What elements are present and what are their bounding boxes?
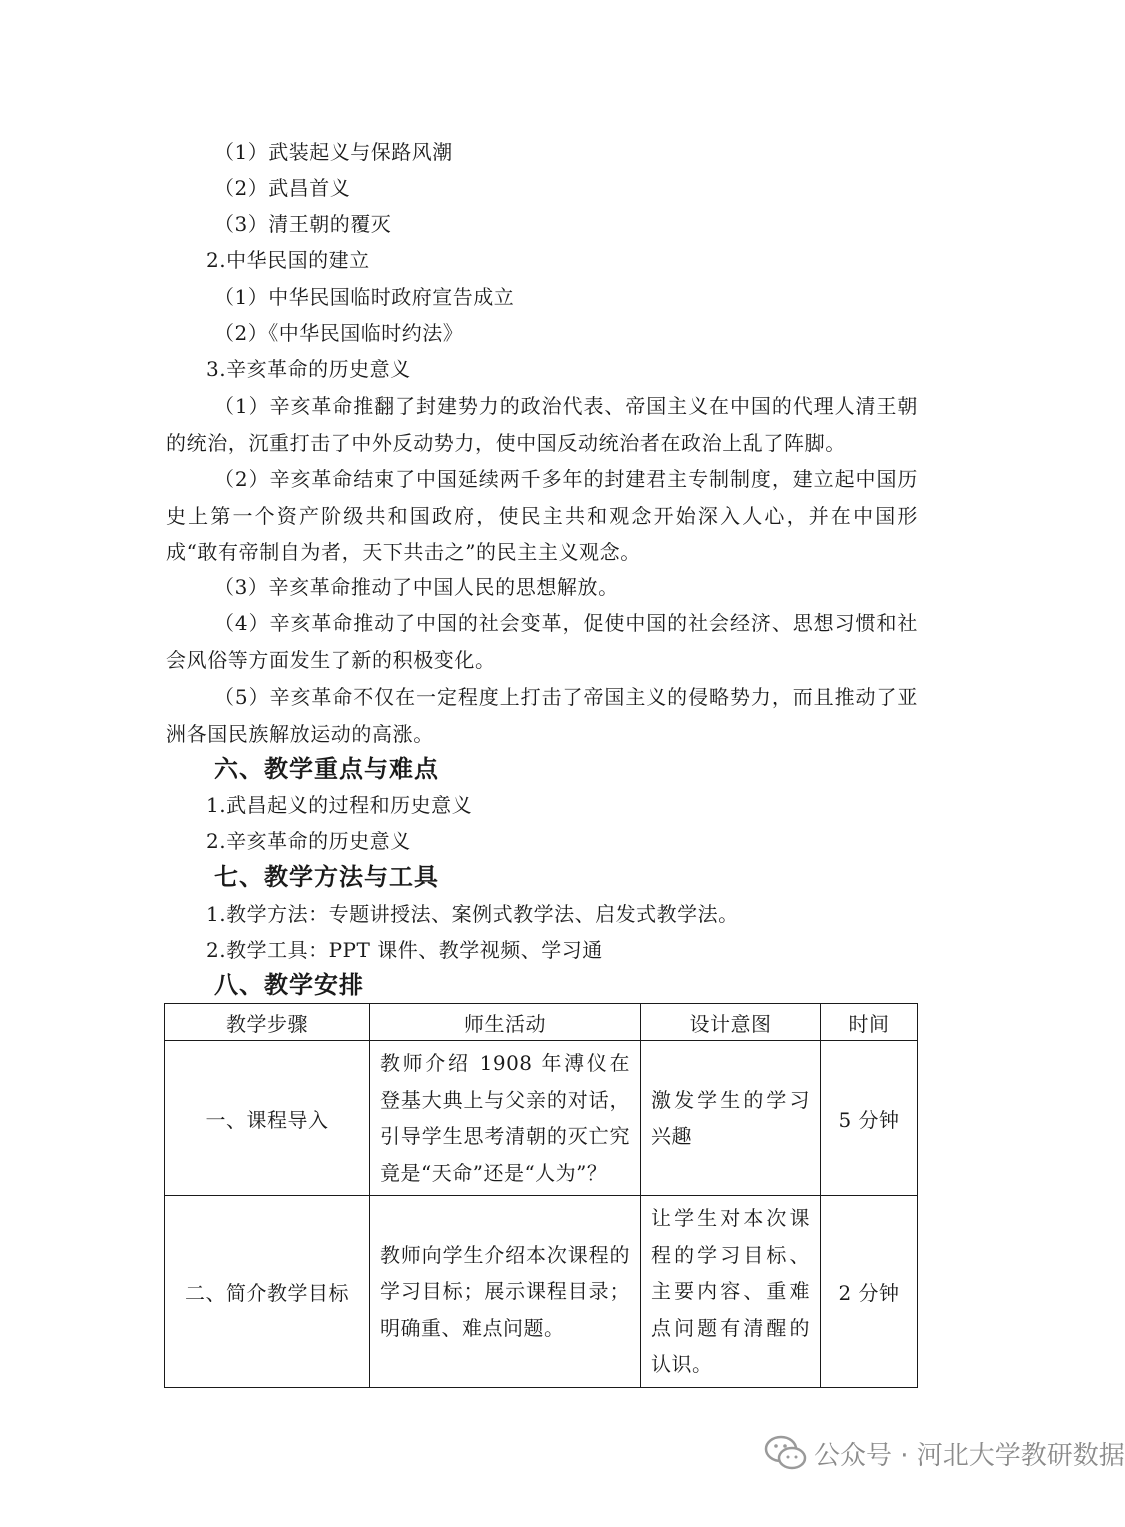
intent-cell	[641, 1041, 821, 1196]
table-header-cell: 教学步骤	[165, 1004, 370, 1041]
table-header-cell: 时间	[821, 1004, 918, 1041]
significance-paragraph: （2）辛亥革命结束了中国延续两千多年的封建君主专制制度，建立起中国历史上第一个资产阶级共和国政府，使民主共和观念开始深入人心，并在中国形成“敢有帝制自为者，天下共击之”的民主主义观念。	[166, 467, 918, 564]
section-item: 1.教学方法：专题讲授法、案例式教学法、启发式教学法。	[206, 902, 739, 926]
section-item: 1.武昌起义的过程和历史意义	[206, 793, 473, 817]
section-item: 2.教学工具：PPT 课件、教学视频、学习通	[206, 938, 603, 962]
time-cell: 5 分钟	[821, 1041, 918, 1196]
table-header-cell: 师生活动	[370, 1004, 641, 1041]
teaching-plan-table	[164, 1003, 918, 1388]
outline-item: （2）武昌首义	[214, 176, 351, 200]
activity-text: 教师向学生介绍本次课程的学习目标；展示课程目录；明确重、难点问题。	[380, 1242, 630, 1340]
outline-item: （3）清王朝的覆灭	[214, 212, 392, 236]
significance-paragraph: （3）辛亥革命推动了中国人民的思想解放。	[214, 575, 619, 599]
section-heading: 七、教学方法与工具	[214, 863, 439, 891]
section-heading: 六、教学重点与难点	[214, 755, 439, 783]
activity-cell	[370, 1196, 641, 1388]
outline-item: （1）武装起义与保路风潮	[214, 140, 453, 164]
significance-paragraph: （4）辛亥革命推动了中国的社会变革，促使中国的社会经济、思想习惯和社会风俗等方面发生了新的积极变化。	[166, 611, 918, 672]
time-cell: 2 分钟	[821, 1196, 918, 1388]
section-heading: 八、教学安排	[214, 971, 364, 999]
significance-paragraph: （1）辛亥革命推翻了封建势力的政治代表、帝国主义在中国的代理人清王朝的统治，沉重打击了中外反动势力，使中国反动统治者在政治上乱了阵脚。	[166, 394, 918, 455]
significance-paragraph: （5）辛亥革命不仅在一定程度上打击了帝国主义的侵略势力，而且推动了亚洲各国民族解放运动的高涨。	[166, 685, 918, 746]
intent-cell	[641, 1196, 821, 1388]
watermark-text: 公众号 · 河北大学教研数据	[814, 1440, 1125, 1471]
watermark	[764, 1434, 1125, 1472]
intent-text: 激发学生的学习兴趣	[651, 1087, 810, 1148]
outline-subheading: 2.中华民国的建立	[206, 248, 370, 272]
section-item: 2.辛亥革命的历史意义	[206, 829, 411, 853]
step-cell: 二、简介教学目标	[165, 1196, 370, 1388]
activity-cell	[370, 1041, 641, 1196]
table-row	[165, 1041, 918, 1196]
outline-subheading: 3.辛亥革命的历史意义	[206, 357, 411, 381]
outline-item: （1）中华民国临时政府宣告成立	[214, 285, 515, 309]
wechat-icon	[764, 1434, 808, 1472]
table-row	[165, 1196, 918, 1388]
activity-text: 教师介绍 1908 年溥仪在登基大典上与父亲的对话，引导学生思考清朝的灭亡究竟是“天命”还是“人为”？	[380, 1051, 630, 1185]
intent-text: 让学生对本次课程的学习目标、主要内容、重难点问题有清醒的认识。	[651, 1206, 810, 1376]
step-cell: 一、课程导入	[165, 1041, 370, 1196]
table-header-cell: 设计意图	[641, 1004, 821, 1041]
table-header-row	[165, 1004, 918, 1041]
outline-item: （2）《中华民国临时约法》	[214, 321, 464, 345]
